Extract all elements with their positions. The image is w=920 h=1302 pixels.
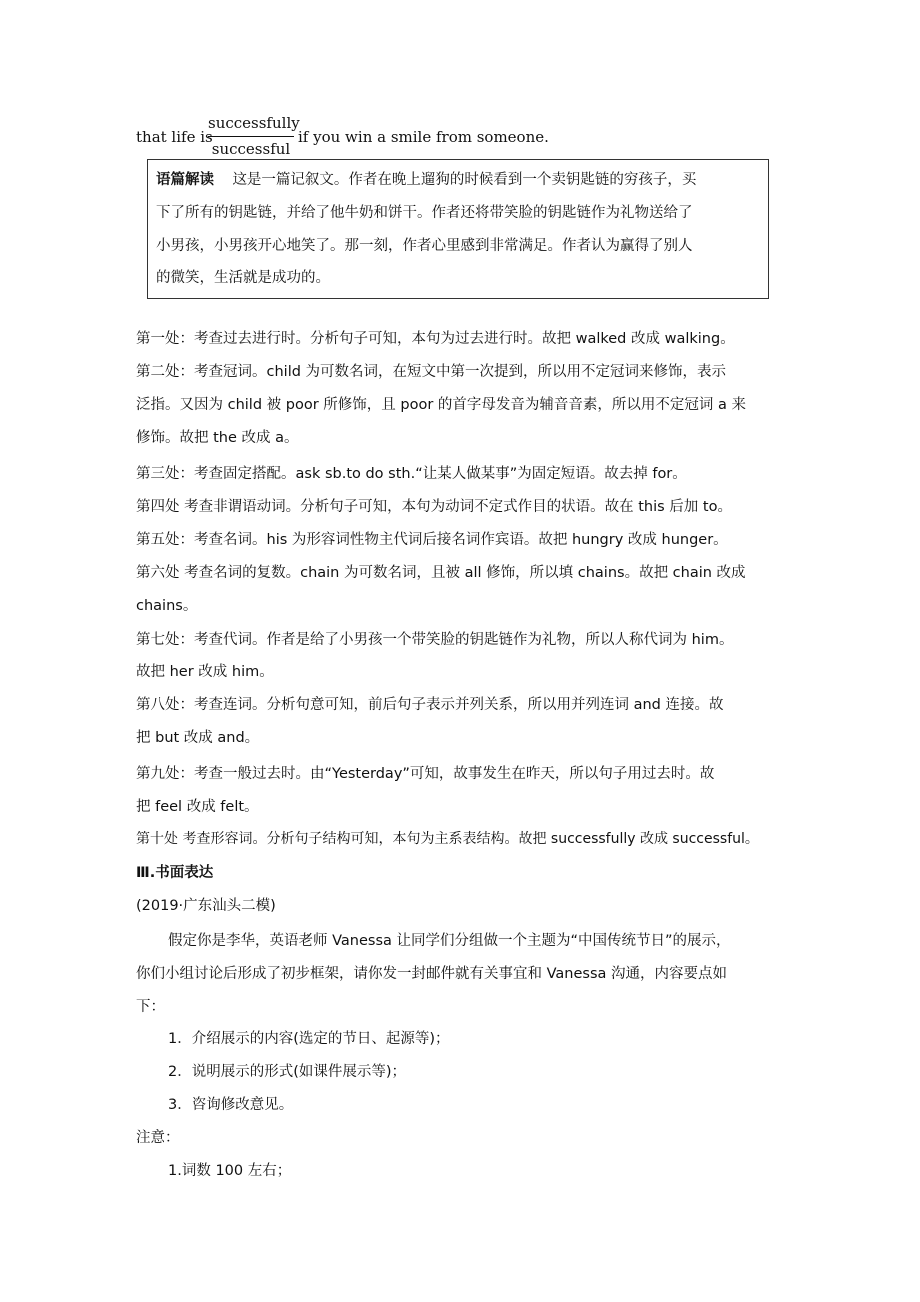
prompt-line: 下： — [136, 999, 165, 1015]
summary-label: 语篇解读 — [156, 172, 214, 188]
summary-line: 下了所有的钥匙链，并给了他牛奶和饼干。作者还将带笑脸的钥匙链作为礼物送给了 — [156, 205, 693, 221]
prompt-point: 1．介绍展示的内容(选定的节日、起源等)； — [168, 1031, 450, 1047]
explanation-line: 修饰。故把 the 改成 a。 — [136, 430, 299, 446]
sentence-lead: that life is — [136, 128, 213, 146]
prompt-point: 3．咨询修改意见。 — [168, 1097, 294, 1113]
sentence-tail: if you win a smile from someone. — [298, 128, 549, 146]
explanation-line: 第五处：考查名词。his 为形容词性物主代词后接名词作宾语。故把 hungry 改成 hunger。 — [136, 532, 728, 548]
note-item: 1.词数 100 左右； — [168, 1163, 292, 1179]
explanation-line: 第九处：考查一般过去时。由“Yesterday”可知，故事发生在昨天，所以句子用过去时。故 — [136, 766, 715, 782]
prompt-point: 2．说明展示的形式(如课件展示等)； — [168, 1064, 407, 1080]
fraction-bar — [208, 136, 294, 137]
summary-text: 这是一篇记叙文。作者在晚上遛狗的时候看到一个卖钥匙链的穷孩子，买 — [232, 172, 697, 188]
explanation-line: 把 feel 改成 felt。 — [136, 799, 259, 815]
prompt-line: 假定你是李华，英语老师 Vanessa 让同学们分组做一个主题为“中国传统节日”的展示， — [168, 933, 731, 949]
fraction-denominator: successful — [211, 140, 291, 158]
explanation-line: 把 but 改成 and。 — [136, 730, 260, 746]
explanation-line: 第二处：考查冠词。child 为可数名词，在短文中第一次提到，所以用不定冠词来修饰，表示 — [136, 364, 727, 380]
section-heading: Ⅲ.书面表达 — [136, 865, 214, 881]
prompt-line: 你们小组讨论后形成了初步框架，请你发一封邮件就有关事宜和 Vanessa 沟通，内容要点如 — [136, 966, 727, 982]
fraction-sentence — [136, 112, 696, 160]
fraction-numerator: successfully — [208, 114, 300, 132]
explanation-line: 第六处 考查名词的复数。chain 为可数名词，且被 all 修饰，所以填 chains。故把 chain 改成 — [136, 565, 746, 581]
explanation-line: 第七处：考查代词。作者是给了小男孩一个带笑脸的钥匙链作为礼物，所以人称代词为 him。 — [136, 632, 734, 648]
summary-line — [156, 168, 696, 189]
summary-box — [147, 159, 769, 299]
notes-label: 注意： — [136, 1130, 180, 1146]
explanation-line: 第四处 考查非谓语动词。分析句子可知，本句为动词不定式作目的状语。故在 this 后加 to。 — [136, 499, 732, 515]
explanation-line: 第八处：考查连词。分析句意可知，前后句子表示并列关系，所以用并列连词 and 连接。故 — [136, 697, 724, 713]
correction-fraction — [208, 112, 300, 160]
explanation-line: 泛指。又因为 child 被 poor 所修饰，且 poor 的首字母发音为辅音音素，所以用不定冠词 a 来 — [136, 397, 746, 413]
section-source: (2019·广东汕头二模) — [136, 898, 276, 914]
explanation-line: chains。 — [136, 598, 198, 614]
explanation-line: 第三处：考查固定搭配。ask sb.to do sth.“让某人做某事”为固定短语。故去掉 for。 — [136, 466, 687, 482]
summary-line: 的微笑，生活就是成功的。 — [156, 270, 330, 286]
explanation-line: 故把 her 改成 him。 — [136, 664, 274, 680]
explanation-line: 第一处：考查过去进行时。分析句子可知，本句为过去进行时。故把 walked 改成 walking。 — [136, 331, 735, 347]
explanation-line: 第十处 考查形容词。分析句子结构可知，本句为主系表结构。故把 successfully 改成 successful。 — [136, 831, 759, 847]
summary-line: 小男孩，小男孩开心地笑了。那一刻，作者心里感到非常满足。作者认为赢得了别人 — [156, 238, 693, 254]
